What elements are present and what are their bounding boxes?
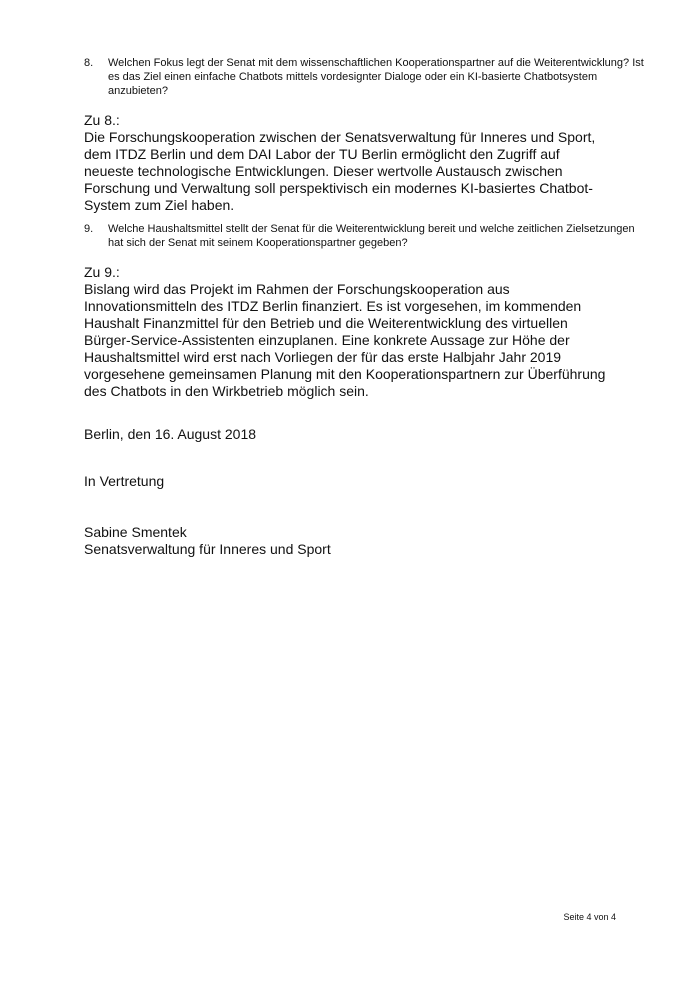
question-number: 8. [84, 57, 94, 69]
answer-line: Haushalt Finanzmittel für den Betrieb und die Weiterentwicklung des virtuellen [84, 315, 568, 331]
answer-line: Die Forschungskooperation zwischen der Senatsverwaltung für Inneres und Sport, [84, 129, 596, 145]
answer-heading-8: Zu 8.: [84, 112, 120, 128]
question-text: Welche Haushaltsmittel stellt der Senat für die Weiterentwicklung bereit und welche zeitlichen Zielsetzungen hat sich der Senat mit seinem Kooperationspartner gegeben? [108, 223, 635, 249]
place-date: Berlin, den 16. August 2018 [84, 426, 257, 442]
answer-line: Forschung und Verwaltung soll perspektivisch ein modernes KI-basiertes Chatbot- [84, 180, 593, 196]
answer-line: dem ITDZ Berlin und dem DAI Labor der TU Berlin ermöglicht den Zugriff auf [84, 146, 560, 162]
answer-9 [84, 281, 624, 400]
answer-line: Haushaltsmittel wird erst nach Vorliegen der für das erste Halbjahr Jahr 2019 [84, 349, 562, 365]
answer-line: des Chatbots in den Wirkbetrieb möglich sein. [84, 383, 369, 399]
answer-line: Bislang wird das Projekt im Rahmen der Forschungskooperation aus [84, 281, 510, 297]
question-text: Welchen Fokus legt der Senat mit dem wissenschaftlichen Kooperationspartner auf die Weiterentwicklung? Ist es das Ziel einen einfache Chatbots mittels vordesignter Dialoge oder ein KI-basierte Chatbotsystem anzubieten? [108, 57, 644, 97]
answer-line: vorgesehene gemeinsamen Planung mit den Kooperationspartnern zur Überführung [84, 366, 606, 382]
answer-line: neueste technologische Entwicklungen. Dieser wertvolle Austausch zwischen [84, 163, 563, 179]
answer-8 [84, 129, 624, 214]
answer-heading-9: Zu 9.: [84, 264, 120, 280]
answer-line: Innovationsmitteln des ITDZ Berlin finanziert. Es ist vorgesehen, im kommenden [84, 298, 582, 314]
answer-line: System zum Ziel haben. [84, 197, 235, 213]
question-8 [84, 56, 644, 98]
answer-line: Bürger-Service-Assistenten einzuplanen. Eine konkrete Aussage zur Höhe der [84, 332, 570, 348]
representation-note: In Vertretung [84, 473, 165, 489]
page-number: Seite 4 von 4 [563, 912, 616, 922]
question-9 [84, 222, 644, 250]
signatory-department: Senatsverwaltung für Inneres und Sport [84, 541, 331, 557]
question-number: 9. [84, 223, 94, 235]
signatory-name: Sabine Smentek [84, 524, 187, 540]
